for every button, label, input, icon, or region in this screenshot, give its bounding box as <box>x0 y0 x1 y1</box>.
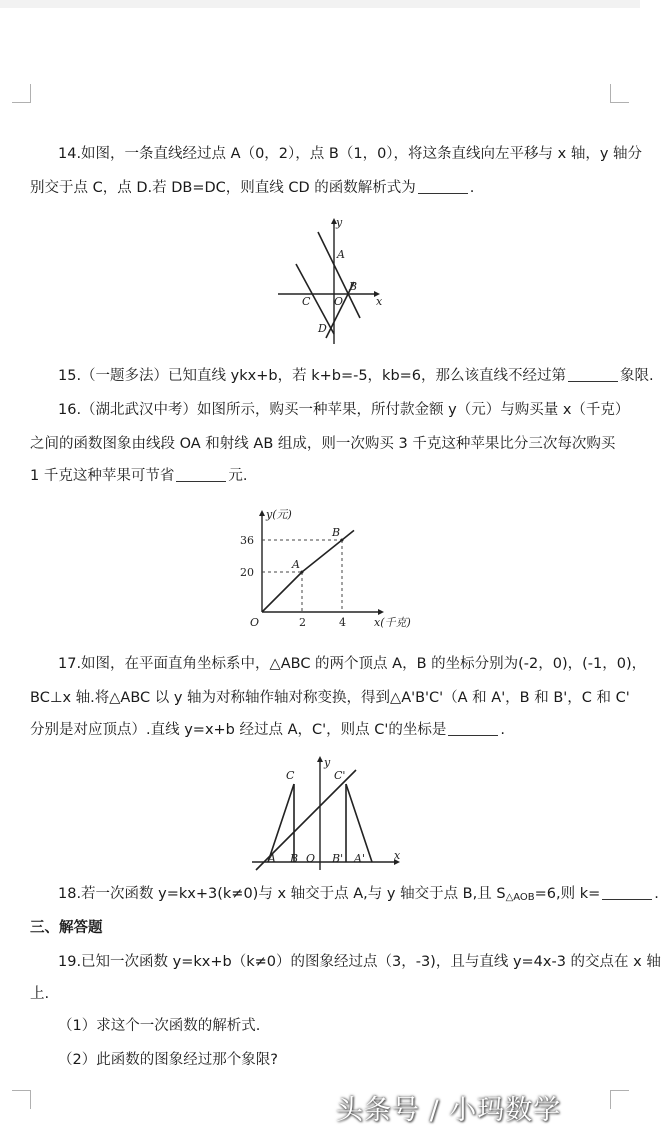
q16-chart-svg <box>238 508 418 632</box>
svg-text:O: O <box>334 295 344 308</box>
svg-text:C: C <box>302 295 311 308</box>
svg-text:A: A <box>268 852 276 865</box>
q19-line2: 上. <box>30 986 50 1002</box>
series-segment <box>262 572 302 612</box>
q14-text: 别交于点 C，点 D.若 DB=DC，则直线 CD 的函数解析式为 <box>30 180 416 196</box>
svg-text:B: B <box>290 852 299 865</box>
margin-corner-mark <box>610 84 629 103</box>
margin-corner-mark <box>12 1090 31 1109</box>
ray-extension <box>342 530 354 540</box>
q19-part1: （1）求这个一次函数的解析式. <box>58 1018 261 1034</box>
svg-text:A: A <box>337 248 345 261</box>
y-tick-label: 36 <box>240 534 254 547</box>
q17-line1: 17.如图，在平面直角坐标系中，△ABC 的两个顶点 A，B 的坐标分别为(-2，0)，(-1，0)， <box>58 656 647 672</box>
svg-text:O: O <box>306 852 316 865</box>
q14-line1: 14.如图，一条直线经过点 A（0，2），点 B（1，0），将这条直线向左平移与 x 轴，y 轴分 <box>58 146 643 162</box>
q16-line1: 16.（湖北武汉中考）如图所示，购买一种苹果，所付款金额 y（元）与购买量 x（千克） <box>58 402 630 418</box>
q14-figure <box>270 212 390 356</box>
svg-text:C: C <box>286 769 295 782</box>
q14-line2: 别交于点 C，点 D.若 DB=DC，则直线 CD 的函数解析式为 . <box>30 180 475 196</box>
svg-text:y: y <box>336 216 343 229</box>
answer-blank <box>176 467 226 482</box>
y-tick-label: 20 <box>240 566 254 579</box>
q17-line3: 分别是对应顶点）.直线 y=x+b 经过点 A，C'，则点 C'的坐标是 . <box>30 722 505 738</box>
svg-text:A': A' <box>354 852 365 865</box>
y-axis-arrow <box>259 510 265 516</box>
margin-corner-mark <box>610 1090 629 1109</box>
q16-line2: 之间的函数图象由线段 OA 和射线 AB 组成，则一次购买 3 千克这种苹果比分三次每次购买 <box>30 436 616 452</box>
x-axis-label: x(千克) <box>374 616 411 629</box>
data-point <box>341 539 344 542</box>
svg-text:D: D <box>318 322 327 335</box>
margin-corner-mark <box>12 84 31 103</box>
svg-text:y: y <box>324 756 331 769</box>
q15-text: 15.（一题多法）已知直线 ykx+b，若 k+b=-5，kb=6，那么该直线不经过第 象限. <box>58 368 654 384</box>
q18-text: 18.若一次函数 y=kx+3(k≠0)与 x 轴交于点 A,与 y 轴交于点 B,且 $S_{\triangle AOB}=6$,则 k= . <box>58 886 659 903</box>
x-axis-arrow <box>378 609 384 615</box>
section-heading: 三、解答题 <box>30 920 103 936</box>
answer-blank <box>568 367 618 382</box>
q19-line1: 19.已知一次函数 y=kx+b（k≠0）的图象经过点（3，-3)，且与直线 y=4x-3 的交点在 x 轴 <box>58 954 661 970</box>
x-tick-label: 4 <box>339 616 346 629</box>
origin-label: O <box>250 616 260 629</box>
top-bar <box>0 0 640 8</box>
series-segment <box>302 540 342 572</box>
answer-blank <box>448 721 498 736</box>
svg-text:B: B <box>349 280 358 293</box>
point-label: B <box>332 526 341 539</box>
q19-part2: （2）此函数的图象经过那个象限? <box>58 1052 278 1068</box>
q16-chart <box>238 508 418 636</box>
answer-blank <box>602 885 652 900</box>
point-label: A <box>292 558 300 571</box>
y-axis-label: y(元) <box>266 508 292 521</box>
q16-line3: 1 千克这种苹果可节省 元. <box>30 468 248 484</box>
svg-text:x: x <box>376 295 383 308</box>
watermark: 头条号 / 小玛数学 <box>336 1095 562 1126</box>
svg-text:x: x <box>394 849 401 862</box>
svg-text:C': C' <box>334 769 346 782</box>
data-point <box>301 571 304 574</box>
svg-text:B': B' <box>332 852 344 865</box>
answer-blank <box>418 179 468 194</box>
x-tick-label: 2 <box>299 616 306 629</box>
q17-line2: BC⊥x 轴.将△ABC 以 y 轴为对称轴作轴对称变换，得到△A'B'C'（A 和 A'，B 和 B'，C 和 C' <box>30 690 630 706</box>
q17-figure <box>248 752 408 878</box>
